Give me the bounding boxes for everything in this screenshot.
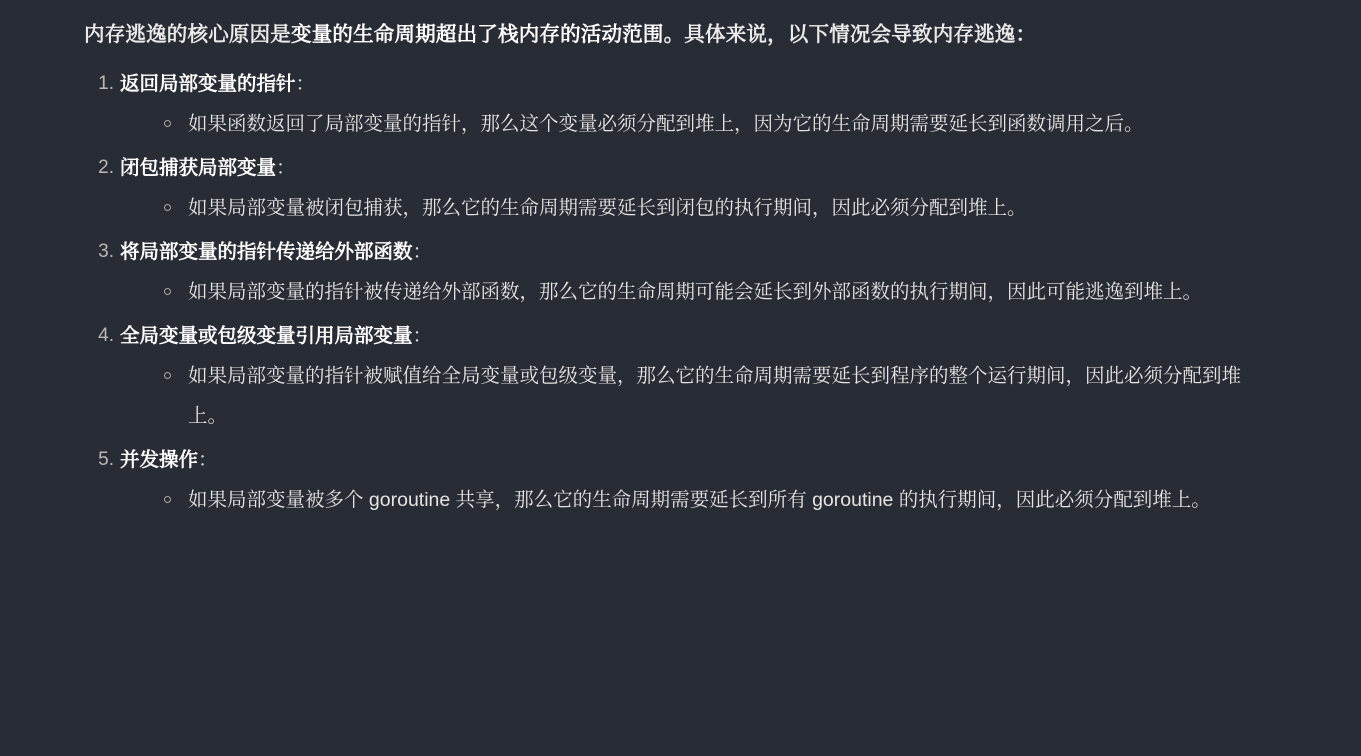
list-item (162, 104, 1301, 144)
item-title-colon: ： (412, 241, 433, 263)
item-title (120, 318, 1301, 354)
lead-before-text: 内存逃逸的核心原因是 (84, 23, 291, 46)
item-title-text: 并发操作 (120, 449, 199, 471)
item-detail-text: 如果局部变量被闭包捕获，那么它的生命周期需要延长到闭包的执行期间，因此必须分配到堆上。 (188, 197, 1027, 219)
list-item (162, 188, 1301, 228)
cause-list (84, 66, 1301, 520)
list-item (84, 66, 1301, 144)
item-title (120, 150, 1301, 186)
list-item (84, 150, 1301, 228)
item-detail-text: 如果局部变量的指针被赋值给全局变量或包级变量，那么它的生命周期需要延长到程序的整个运行期间，因此必须分配到堆上。 (188, 365, 1242, 427)
list-item (162, 480, 1301, 520)
item-detail-list (120, 188, 1301, 228)
item-detail-list (120, 480, 1301, 520)
item-detail-list (120, 356, 1301, 436)
item-detail-list (120, 104, 1301, 144)
list-item (84, 318, 1301, 436)
item-title-text: 全局变量或包级变量引用局部变量 (120, 325, 413, 347)
item-title-text: 返回局部变量的指针 (120, 73, 296, 95)
item-detail-text: 如果局部变量被多个 goroutine 共享，那么它的生命周期需要延长到所有 goroutine 的执行期间，因此必须分配到堆上。 (188, 489, 1211, 511)
item-title-colon: ： (276, 157, 296, 179)
lead-after-text: 。具体来说，以下情况会导致内存逃逸： (663, 23, 1037, 46)
list-item (162, 356, 1301, 436)
item-title (120, 234, 1301, 270)
item-title-colon: ： (295, 73, 316, 95)
item-title (120, 442, 1301, 478)
list-item (84, 442, 1301, 520)
item-title-text: 闭包捕获局部变量 (120, 157, 277, 179)
item-title (120, 66, 1301, 102)
item-detail-list (120, 272, 1301, 312)
lead-paragraph (84, 18, 1301, 52)
list-item (84, 234, 1301, 312)
lead-emphasis-text: 变量的生命周期超出了栈内存的活动范围 (291, 23, 664, 46)
item-detail-text: 如果函数返回了局部变量的指针，那么这个变量必须分配到堆上，因为它的生命周期需要延长到函数调用之后。 (188, 113, 1144, 135)
item-title-colon: ： (198, 449, 218, 471)
item-detail-text: 如果局部变量的指针被传递给外部函数，那么它的生命周期可能会延长到外部函数的执行期间，因此可能逃逸到堆上。 (188, 281, 1203, 303)
list-item (162, 272, 1301, 312)
item-title-colon: ： (412, 325, 433, 347)
item-title-text: 将局部变量的指针传递给外部函数 (120, 241, 413, 263)
